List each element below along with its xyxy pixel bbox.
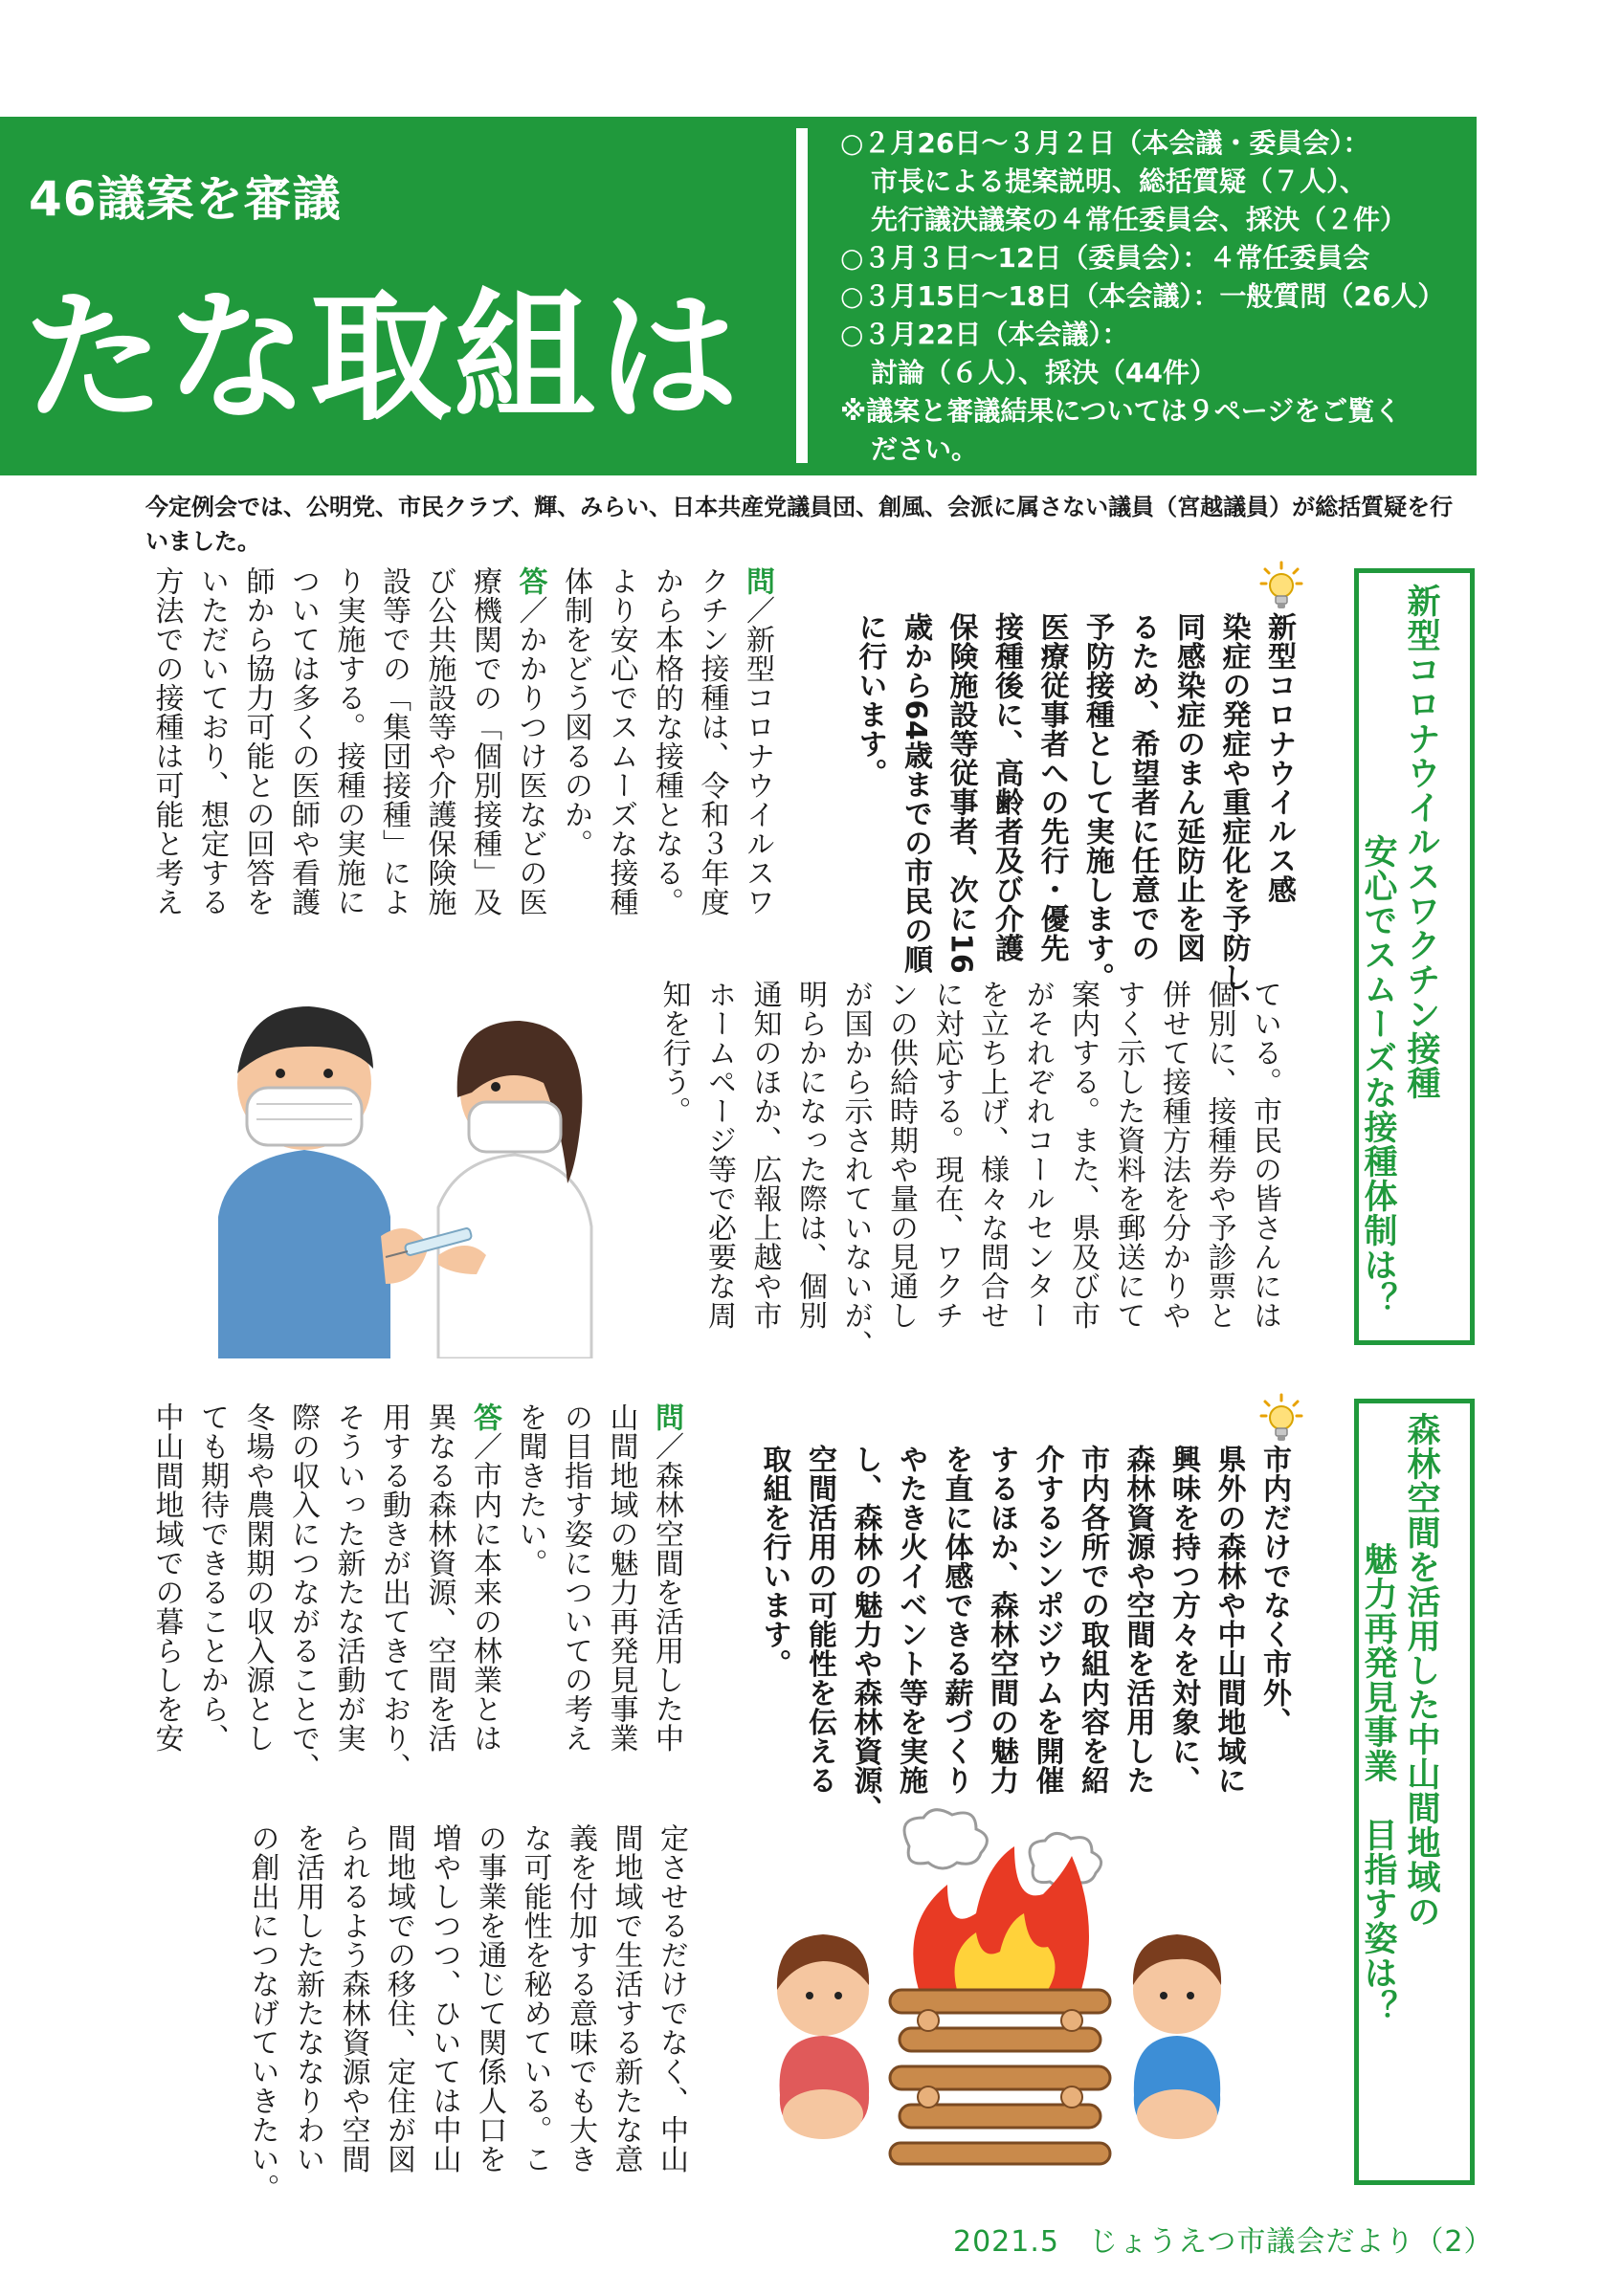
schedule-item: ○２月26日～３月２日（本会議・委員会）： <box>840 127 1370 159</box>
question-mark: 問 <box>650 1402 683 1432</box>
section2-title-line2: 魅力再発見事業 目指す姿は？ <box>1359 1542 1397 2024</box>
schedule-item: ださい。 <box>871 433 979 465</box>
page-title: たな取組は <box>23 276 741 440</box>
page-footer: 2021.5 じょうえつ市議会だより（2） <box>953 2225 1494 2259</box>
answer-mark: 答 <box>513 566 547 596</box>
section2-title-line1: 森林空間を活用した中山間地域の <box>1402 1412 1440 1929</box>
section2-lead: 市内だけでなく市外、 県外の森林や中山間地域に 興味を持つ方々を対象に、 森林資源や空間を活用した 市内各所での取組内容を紹 介するシンポジウムを開催 するほか、森林空間の魅力 を直に体感できる薪づくり やたき火イベント等を実施 し、森林の魅力や森林資源、 空間活用の可能性を伝える 取組を行います。 <box>757 1445 1291 1824</box>
schedule-item: ○３月15日～18日（本会議）：一般質問（26人） <box>840 280 1445 312</box>
schedule-item: 先行議決議案の４常任委員会、採決（２件） <box>871 204 1408 235</box>
schedule-item: ※議案と審議結果については９ページをご覧く <box>840 395 1402 427</box>
section1-qa: 問／新型コロナウイルスワ クチン接種は、令和３年度 から本格的な接種となる。 より安心でスムーズな接種 体制をどう図るのか。 答／かかりつけ医などの医 療機関での「個別接種」及 び公共施設等や介護保険施 設等での「集団接種」によ り実施する。接種の実施に ついては多くの医師や看護 師から協力可能との回答を いただいており、想定する 方法での接種は可能と考え <box>144 566 780 939</box>
schedule-item: 市長による提案説明、総括質疑（７人）、 <box>871 166 1367 197</box>
question-mark: 問 <box>741 566 774 596</box>
question-line: 問／森林空間を活用した中 <box>650 1402 683 1753</box>
schedule-list <box>840 124 1467 469</box>
answer-line: 答／市内に本来の林業とは <box>468 1402 501 1753</box>
intro-text: 今定例会では、公明党、市民クラブ、輝、みらい、日本共産党議員団、創風、会派に属さない議員（宮越議員）が総括質疑を行いました。 <box>145 494 1454 555</box>
section2-answer-continued: 定させるだけでなく、中山 間地域で生活する新たな意 義を付加する意味でも大き な可能性を秘めている。こ の事業を通じて関係人口を 増やしつつ、ひいては中山 間地域での移住、定住が図 られるよう森林資源や空間 を活用した新たななりわい の創出につなげていきたい。 <box>245 1823 688 2203</box>
question-line: 問／新型コロナウイルスワ <box>741 566 774 916</box>
schedule-item: ○３月３日～12日（委員会）：４常任委員会 <box>840 242 1370 274</box>
section1-title-line1: 新型コロナウイルスワクチン接種 <box>1402 584 1440 1100</box>
section1-answer-continued: ている。市民の皆さんには 個別に、接種券や予診票と 併せて接種方法を分かりや すく示した資料を郵送にて 案内する。また、県及び市 がそれぞれコールセンター を立ち上げ、様々な問合せ に対応する。現在、ワクチ ンの供給時期や量の見通し が国から示されていないが、 明らかになった際は、個別 通知のほか、広報上越や市 ホームページ等で必要な周 知を行う。 <box>656 980 1281 1359</box>
header-subtitle: 46議案を審議 <box>29 171 342 227</box>
schedule-item: ○３月22日（本会議）： <box>840 319 1129 350</box>
section1-title-line2: 安心でスムーズな接種体制は？ <box>1359 834 1397 1316</box>
answer-line: 答／かかりつけ医などの医 <box>513 566 547 916</box>
vaccination-illustration <box>199 978 601 1358</box>
answer-mark: 答 <box>468 1402 501 1432</box>
campfire-illustration <box>756 1808 1244 2167</box>
section2-qa: 問／森林空間を活用した中 山間地域の魅力再発見事業 の目指す姿についての考え を聞きたい。 答／市内に本来の林業とは 異なる森林資源、空間を活 用する動きが出てきており、 そういった新たな活動が実 際の収入につながることで、 冬場や農閑期の収入源とし ても期待できることから、 中山間地域での暮らしを安 <box>144 1402 689 1776</box>
section1-lead: 新型コロナウイルス感 染症の発症や重症化を予防し、 同感染症のまん延防止を図 るため、希望者に任意での 予防接種として実施します。 医療従事者への先行・優先 接種後に、高齢者及び介護 保険施設等従事者、次に16 歳から64歳までの市民の順 に行います。 <box>853 612 1296 1021</box>
lightbulb-icon <box>1259 1393 1303 1446</box>
header-divider <box>796 128 808 463</box>
schedule-item: 討論（６人）、採決（44件） <box>871 357 1216 388</box>
lightbulb-icon <box>1259 561 1303 614</box>
